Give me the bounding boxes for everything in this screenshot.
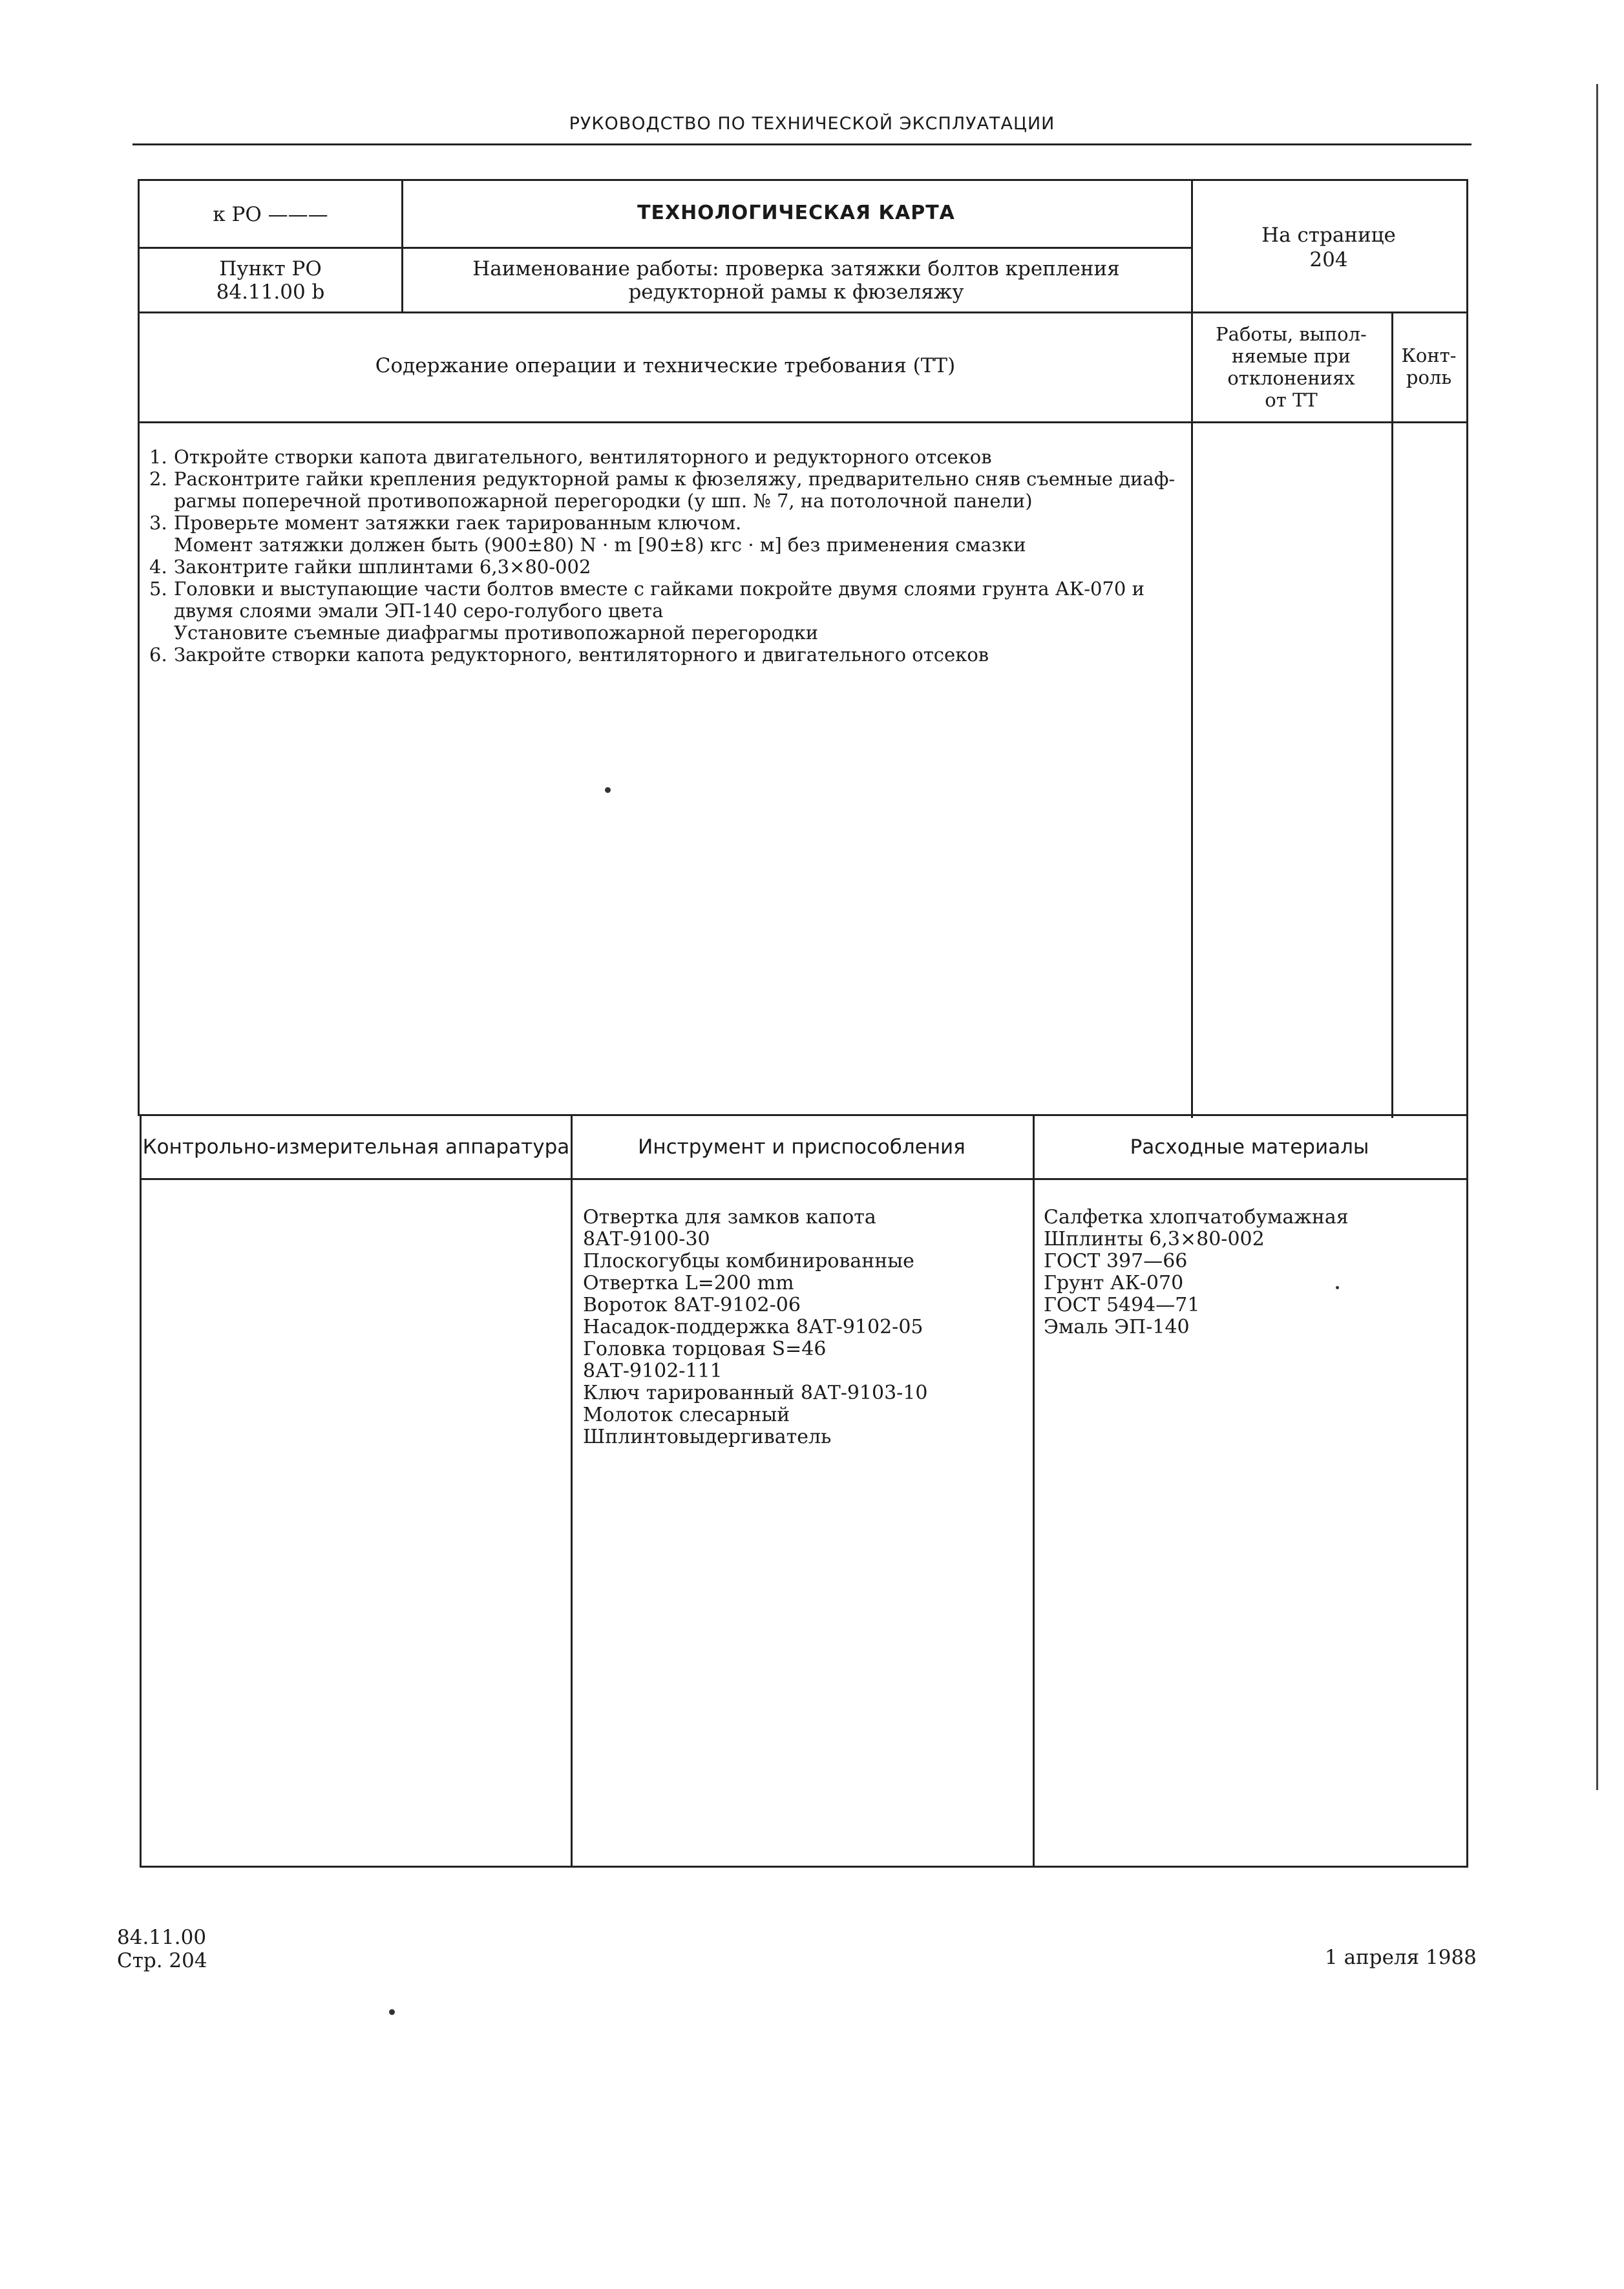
item-number: 3. [149, 512, 167, 534]
list-item: Ключ тарированный 8АТ-9103-10 [583, 1382, 928, 1404]
list-item [149, 490, 1196, 512]
divider [140, 247, 1191, 249]
technological-card [138, 179, 1468, 1116]
divider [140, 311, 1466, 313]
list-item [149, 446, 1196, 468]
header-rule [132, 143, 1471, 145]
list-item: Грунт АК-070 [1044, 1272, 1184, 1294]
equipment-table [140, 1116, 1468, 1868]
item-text: рагмы поперечной противопожарной перегородки (у шп. № 7, на потолочной панели) [174, 490, 1033, 512]
item-number [149, 534, 174, 556]
item-number: 5. [149, 578, 167, 600]
list-item [149, 622, 1196, 644]
list-item: 8АТ-9100-30 [583, 1228, 710, 1250]
scan-edge-line [1596, 84, 1598, 1790]
manual-title: РУКОВОДСТВО ПО ТЕХНИЧЕСКОЙ ЭКСПЛУАТАЦИИ [569, 114, 1055, 134]
list-item: ГОСТ 397—66 [1044, 1250, 1188, 1272]
control-header-line: Конт- [1401, 344, 1457, 366]
item-text: Законтрите гайки шплинтами 6,3×80-002 [174, 556, 591, 578]
list-item: Молоток слесарный [583, 1404, 790, 1426]
item-number: 4. [149, 556, 167, 578]
control-column-header [1391, 344, 1466, 388]
list-item: Салфетка хлопчатобумажная [1044, 1206, 1349, 1229]
list-item: ГОСТ 5494—71 [1044, 1294, 1200, 1316]
work-name-line1: Наименование работы: проверка затяжки болтов крепления [472, 257, 1120, 280]
item-text: Закройте створки капота редукторного, вентиляторного и двигательного отсеков [174, 644, 989, 666]
work-name-line2: редукторной рамы к фюзеляжу [628, 280, 964, 304]
item-number: 1. [149, 446, 167, 468]
page-number: 204 [1309, 248, 1348, 271]
list-item: Шплинтовыдергиватель [583, 1426, 832, 1448]
footer-page: Стр. 204 [117, 1949, 207, 1972]
list-item: Вороток 8АТ-9102-06 [583, 1294, 801, 1316]
list-item [149, 578, 1196, 600]
footer-code: 84.11.00 [117, 1926, 207, 1949]
card-title: ТЕХНОЛОГИЧЕСКАЯ КАРТА [637, 202, 955, 224]
list-item [149, 468, 1196, 490]
footer-code-block [117, 1926, 207, 1972]
deviation-header-line: от ТТ [1265, 389, 1318, 411]
materials-column-header: Расходные материалы [1130, 1135, 1369, 1159]
item-number: 2. [149, 468, 167, 490]
list-item: Эмаль ЭП-140 [1044, 1316, 1190, 1338]
tools-column-header: Инструмент и приспособления [638, 1135, 965, 1159]
control-header-line: роль [1406, 366, 1452, 388]
scan-speck [1336, 1286, 1339, 1289]
punkt-label: Пункт РО [219, 257, 322, 280]
content-column-header: Содержание операции и технические требования (ТТ) [375, 354, 956, 377]
item-text: Проверьте момент затяжки гаек тарированным ключом. [174, 512, 742, 534]
divider [140, 421, 1466, 423]
ref-ro: к РО ——— [213, 203, 328, 226]
deviation-header-line: Работы, выпол- [1216, 323, 1367, 345]
item-text: Откройте створки капота двигательного, вентиляторного и редукторного отсеков [174, 446, 992, 468]
list-item: 8АТ-9102-111 [583, 1360, 722, 1382]
divider [142, 1178, 1466, 1180]
list-item: Плоскогубцы комбинированные [583, 1250, 914, 1272]
list-item: Шплинты 6,3×80-002 [1044, 1228, 1265, 1250]
list-item: Отвертка для замков капота [583, 1206, 876, 1229]
divider [571, 1116, 573, 1866]
deviation-header-line: отклонениях [1227, 367, 1355, 389]
divider [1033, 1116, 1035, 1866]
item-text: Установите съемные диафрагмы противопожарной перегородки [174, 622, 819, 644]
deviation-column-header [1191, 323, 1391, 411]
materials-list [1044, 1207, 1457, 1338]
item-number: 6. [149, 644, 167, 666]
footer-date: 1 апреля 1988 [1325, 1946, 1477, 1969]
item-number [149, 622, 174, 644]
scan-speck [389, 2009, 395, 2015]
list-item: Отвертка L=200 mm [583, 1272, 794, 1294]
divider [1391, 313, 1393, 1118]
tools-list [583, 1207, 1022, 1448]
measuring-column-header: Контрольно-измерительная аппаратура [142, 1135, 570, 1159]
list-item [149, 600, 1196, 622]
item-number [149, 490, 174, 512]
scan-speck [605, 787, 611, 793]
item-text: двумя слоями эмали ЭП-140 серо-голубого цвета [174, 600, 664, 622]
list-item [149, 644, 1196, 666]
operations-list [149, 446, 1196, 666]
list-item [149, 534, 1196, 556]
deviation-header-line: няемые при [1231, 345, 1351, 367]
list-item [149, 512, 1196, 534]
item-text: Расконтрите гайки крепления редукторной рамы к фюзеляжу, предварительно сняв съемные диаф- [174, 468, 1176, 490]
page-label: На странице [1261, 224, 1396, 247]
item-text: Момент затяжки должен быть (900±80) N · m [90±8) кгс · м] без применения смазки [174, 534, 1026, 556]
item-text: Головки и выступающие части болтов вместе с гайками покройте двумя слоями грунта АК-070 и [174, 578, 1144, 600]
list-item: Головка торцовая S=46 [583, 1338, 827, 1360]
list-item [149, 556, 1196, 578]
item-number [149, 600, 174, 622]
punkt-value: 84.11.00 b [216, 280, 325, 304]
list-item: Насадок-поддержка 8АТ-9102-05 [583, 1316, 923, 1338]
